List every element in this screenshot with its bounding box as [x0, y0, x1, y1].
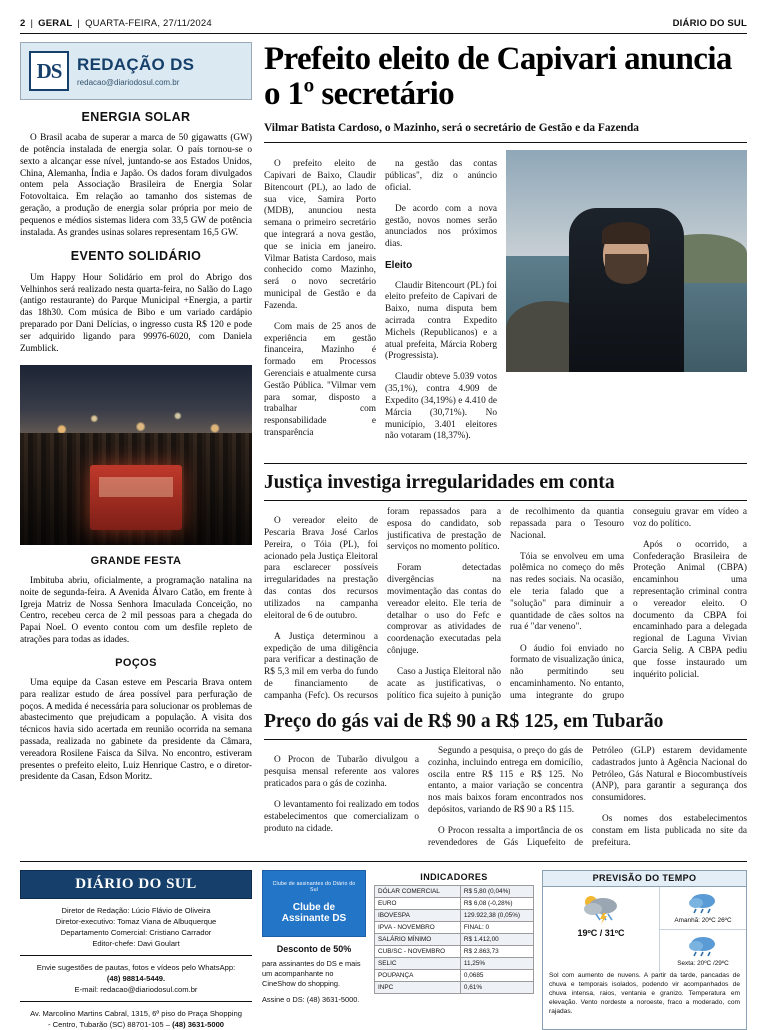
- lead-col-1: [264, 150, 376, 453]
- weather-today: [543, 887, 660, 972]
- address-line-2-text: - Centro, Tubarão (SC) 88701-105 –: [47, 1020, 170, 1030]
- ind-val-1: R$ 6,08 (-0,28%): [460, 898, 533, 910]
- club-description: [262, 943, 366, 1005]
- grande-festa-title: GRANDE FESTA: [90, 554, 182, 567]
- ind-key-1: EURO: [375, 898, 461, 910]
- justica-p6: O áudio foi enviado no formato de visualização única, não permitindo seu encaminhamento. No entanto, uma integrante do grupo conseguiu gravar em vídeo a voz do político.: [510, 507, 747, 701]
- justica-headline: Justiça investiga irregularidades em conta: [264, 472, 747, 501]
- ind-key-0: DÓLAR COMERCIAL: [375, 886, 461, 898]
- club-card[interactable]: [262, 870, 366, 936]
- grande-festa-text: Imbituba abriu, oficialmente, a programação natalina na noite de segunda-feira. A Avenida Álvaro Catão, em frente à Igreja Matriz de Nossa Senhora Imaculada Conceição, no Centro, recebeu cerca de 2 mil pessoas para a chegada do Papai Noel. O evento contou com um desfile repleto de atrações para todas as idades.: [20, 575, 252, 645]
- indicadores-title: INDICADORES: [420, 872, 488, 883]
- weather-friday-label: Sexta: 20ºC /29ºC: [677, 960, 729, 968]
- lead-col-2: [385, 150, 497, 453]
- indicadores-table: [374, 885, 534, 994]
- footer-divider-1: [20, 955, 252, 956]
- rain-icon: [687, 892, 719, 914]
- ind-val-4: R$ 1.412,00: [460, 934, 533, 946]
- ind-key-2: IBOVESPA: [375, 910, 461, 922]
- credit-line-1: Diretor-executivo: Tomaz Viana de Albuquerque: [55, 917, 217, 927]
- evento-solidario-text: Um Happy Hour Solidário em prol do Abrigo dos Velhinhos será realizado nesta quarta-feira, no Salão do Lago (antigo restaurante) do Parque Municipal +Energia, a partir das 18h30. Com música de Bibo e um variado cardápio preparado por Dani Delícias, o ingresso custa R$ 120 e pode ser adquirido ligando para 99976-6020, com Daniela Zumblick.: [20, 272, 252, 354]
- footer-address: [20, 1008, 252, 1030]
- ind-key-5: CUB/SC - NOVEMBRO: [375, 946, 461, 958]
- redacao-title: REDAÇÃO DS: [77, 55, 195, 74]
- address-phone[interactable]: (48) 3631-5000: [172, 1020, 225, 1030]
- ind-val-3: FINAL: 0: [460, 922, 533, 934]
- credit-line-0: Diretor de Redação: Lúcio Flávio de Oliveira: [61, 906, 211, 916]
- ind-val-7: 0,0685: [460, 970, 533, 982]
- ind-val-5: R$ 2.863,73: [460, 946, 533, 958]
- photo-person: [569, 208, 685, 372]
- page-footer: [20, 861, 747, 1030]
- whatsapp-number[interactable]: (48) 98814-5449.: [106, 974, 166, 984]
- paper-title: DIÁRIO DO SUL: [672, 18, 747, 29]
- weather-row: [543, 887, 746, 972]
- gas-p2: O levantamento foi realizado em todos estabelecimentos que comercializam o produto na cidade.: [264, 799, 419, 834]
- energia-solar-title: ENERGIA SOLAR: [81, 110, 191, 124]
- pocos-title: POÇOS: [115, 656, 157, 669]
- ind-val-2: 129.922,38 (0,05%): [460, 910, 533, 922]
- redacao-email[interactable]: redacao@diariodosul.com.br: [77, 78, 180, 87]
- masthead-divider: |: [30, 18, 34, 29]
- pocos-text: Uma equipe da Casan esteve em Pescaria Brava ontem para realizar estudo de área possível para perfuração de poços. A medida é necessária para solucionar os problemas de abastecimento que prejudicam a população. A visita dos técnicos havia sido acertada em reunião ocorrida na semana passada, realizada no gabinete da presidente da Câmara, vereadora Rosilene Faisca da Silva. No encontro, estiveram presentes o prefeito eleito, Luiz Henrique Castro, e o diretor-presidente da Casan, Edson Moritz.: [20, 678, 252, 783]
- weather-forecast: [660, 887, 746, 972]
- address-line-1: Av. Marcolino Martins Cabral, 1315, 6º piso do Praça Shopping: [30, 1009, 242, 1019]
- table-row: [375, 922, 534, 934]
- footer-credits: [20, 905, 252, 949]
- footer-whatsapp: [20, 962, 252, 995]
- left-column: [20, 42, 252, 851]
- gas-p5: Os nomes dos estabelecimentos constam em lista publicada no site da prefeitura.: [592, 814, 747, 848]
- table-row: [375, 982, 534, 994]
- lead-col2-p4: Claudir obteve 5.039 votos (35,1%), contra 4.909 de Expedito (34,19%) e 4.410 de Márcia (30,71%). No município, 3.401 eleitores não votaram (18,37%).: [385, 372, 497, 442]
- section-name: GERAL: [38, 18, 73, 29]
- ind-val-6: 11,25%: [460, 958, 533, 970]
- lead-col2-p3: Claudir Bitencourt (PL) foi eleito prefeito de Capivari de Baixo, numa disputa bem acirrada contra Expedito Michels (Republicanos) e a atual prefeita, Márcia Roberg (Progressista).: [385, 280, 497, 362]
- lead-headline: Prefeito eleito de Capivari anuncia o 1º secretário: [264, 41, 732, 113]
- credit-line-2: Departamento Comercial: Cristiano Carrador: [60, 928, 212, 938]
- page-masthead: [20, 18, 747, 34]
- masthead-divider-2: |: [77, 18, 81, 29]
- club-box: [262, 870, 366, 1030]
- lead-kicker-eleito: Eleito: [385, 260, 413, 272]
- ds-logo-icon: DS: [29, 51, 69, 91]
- justica-p2: A Justiça determinou a expedição de uma diligência para verificar a destinação de R$ 5,3 mil em verba do fundo de financiamento de campanha (Fefc). Os recursos foram repassados para a esposa do candidato, sob justificativa de prestação de serviços no momento político.: [264, 507, 501, 701]
- energia-solar-text: O Brasil acaba de superar a marca de 50 gigawatts (GW) de potência instalada de energia solar. O país tornou-se o sexto a alcançar esse nível, juntando-se aos Estados Unidos, China, Alemanha, Índia e Japão. Os dados foram divulgados ontem pela Associação Brasileira de Energia Solar Fotovoltaica. Em relação ao tamanho dos sistemas de geração, a produção de energia solar própria por meio de pequenos e médios sistemas lidera com 33,5 GW de potência instalada. As grandes usinas solares representam 16,5 GW.: [20, 133, 252, 238]
- photo-person-hair: [602, 222, 650, 244]
- section-rule-1: [264, 463, 747, 464]
- evento-solidario-title: EVENTO SOLIDÁRIO: [70, 249, 202, 264]
- right-column: [264, 42, 747, 851]
- gas-body: [264, 746, 747, 851]
- justica-p7: Após o ocorrido, a Confederação Brasileira de Proteção Animal (CBPA) encaminhou uma representação criminal contra o vereador eleito. O documento da CBPA foi encaminhado para a delegada regional de Laguna Vivian Garcia Selig. A CBPA pediu que fosse instaurado um inquérito policial.: [633, 539, 747, 680]
- footer-email[interactable]: E-mail: redacao@diariodosul.com.br: [74, 985, 198, 995]
- ind-val-8: 0,61%: [460, 982, 533, 994]
- club-footer[interactable]: Assine o DS: (48) 3631-5000.: [262, 994, 360, 1004]
- footer-expediente: [20, 870, 252, 1030]
- weather-box: [542, 870, 747, 1030]
- weather-friday: [660, 929, 746, 972]
- justica-body: [264, 507, 747, 703]
- justica-p3: Foram detectadas divergências na movimentação das contas do vereador eleito. Ele teria de detalhar o uso do Fefc e comprovar as atividades de coordenação executadas pela cônjuge.: [387, 563, 501, 657]
- credit-line-3: Editor-chefe: Davi Goulart: [92, 939, 180, 949]
- weather-tomorrow: [660, 887, 746, 929]
- table-row: [375, 958, 534, 970]
- gas-p3: Segundo a pesquisa, o preço do gás de cozinha, incluindo entrega em domicílio, oscila entre R$ 115 e R$ 125. No entanto, a maior variação se concentra nos mais baixos foram encontrados nos depósitos, variando de R$ 90 a R$ 115.: [428, 745, 583, 815]
- weather-today-temp: 19ºC / 31ºC: [577, 928, 625, 939]
- page-body: [20, 42, 747, 851]
- crowd-photo: [20, 365, 252, 545]
- mayor-photo: [506, 150, 747, 372]
- justica-p4: Caso a Justiça Eleitoral não acate as justificativas, o político fica sujeito à punição de recolhimento da quantia repassada para o Tesouro Nacional.: [387, 507, 624, 701]
- ind-val-0: R$ 5,80 (0,04%): [460, 886, 533, 898]
- ind-key-4: SALÁRIO MÍNIMO: [375, 934, 461, 946]
- lead-col2-p1: na gestão das contas públicas", diz o anúncio oficial.: [385, 159, 497, 193]
- justica-p1: O vereador eleito de Pescaria Brava José Carlos Pereira, o Tóia (PL), foi acionado pela Justiça Eleitoral para esclarecer possíveis irregularidades na prestação das contas dos recursos utilizados na campanha eleitoral de 6 de outubro.: [264, 516, 378, 621]
- gas-p1: O Procon de Tubarão divulgou a pesquisa mensal referente aos valores praticados para o gás de cozinha.: [264, 755, 419, 789]
- lead-col1-p1: O prefeito eleito de Capivari de Baixo, Claudir Bitencourt (PL), ao lado de sua vice, Samira Porto (MDB), anunciou nesta semana o primeiro secretário que integrará a nova gestão, que se inicia em janeiro. Vilmar Batista Cardoso, mais conhecido como Mazinho, será o novo secretário municipal de Gestão e da Fazenda.: [264, 159, 376, 311]
- lead-subhead: Vilmar Batista Cardoso, o Mazinho, será o secretário de Gestão e da Fazenda: [264, 121, 747, 143]
- whatsapp-prompt: Envie sugestões de pautas, fotos e vídeos pelo WhatsApp:: [36, 963, 236, 973]
- address-line-2: [20, 1019, 252, 1030]
- issue-date: QUARTA-FEIRA, 27/11/2024: [85, 18, 212, 29]
- storm-sun-icon: [578, 892, 624, 926]
- club-card-top: Clube de assinantes do Diário do Sul: [272, 881, 356, 894]
- table-row: [375, 970, 534, 982]
- weather-tomorrow-label: Amanhã: 20ºC 26ºC: [674, 917, 732, 925]
- table-row: [375, 910, 534, 922]
- lead-grid: [264, 150, 747, 453]
- footer-divider-2: [20, 1001, 252, 1002]
- table-row: [375, 886, 534, 898]
- ind-key-6: SELIC: [375, 958, 461, 970]
- table-row: [375, 946, 534, 958]
- gas-p4: O Procon ressalta a importância de os revendedores de Gás Liquefeito de Petróleo (GLP) estarem devidamente cadastrados junto à Agência Nacional do Petróleo, Gás Natural e Biocombustíveis (ANP), para garantir a segurança dos consumidores.: [428, 745, 747, 848]
- footer-boxes: [262, 870, 747, 1030]
- justica-p5: Tóia se envolveu em uma polêmica no começo do mês nas redes sociais. Na ocasião, ele teria falado que a "solução" para diminuir a quantidade de cães soltos na rua é "dar veneno".: [510, 551, 624, 633]
- redacao-box: [20, 42, 252, 100]
- ind-key-3: IPVA - NOVEMBRO: [375, 922, 461, 934]
- lead-col2-p2: De acordo com a nova gestão, novos nomes serão anunciados nos próximos dias.: [385, 203, 497, 250]
- ind-key-8: INPC: [375, 982, 461, 994]
- lead-col1-p2: Com mais de 25 anos de experiência em gestão financeira, Mazinho é formado em Processos Gerenciais e atualmente cursa Gestão Pública. "Vilmar vem para somar, disposto a trabalhar com responsabilidade e transparência: [264, 321, 376, 438]
- indicadores-box: [374, 870, 534, 1030]
- page-number: 2: [20, 18, 26, 29]
- club-card-title: Clube de Assinante DS: [281, 901, 347, 924]
- table-row: [375, 934, 534, 946]
- gas-headline: Preço do gás vai de R$ 90 a R$ 125, em Tubarão: [264, 711, 747, 740]
- photo-person-beard: [605, 254, 647, 284]
- photo-truck: [90, 465, 183, 530]
- table-row: [375, 898, 534, 910]
- footer-brand: DIÁRIO DO SUL: [20, 870, 252, 899]
- rain-icon: [687, 935, 719, 957]
- club-headline: Desconto de 50%: [276, 943, 352, 954]
- weather-title: PREVISÃO DO TEMPO: [543, 871, 746, 887]
- weather-description: Sol com aumento de nuvens. A partir da tarde, pancadas de chuva e temporais isolados, podendo vir acompanhados de chuva intensa, raios, ventania e granizo. Temperatura em elevação. Vento nordeste a noroeste, fraco a moderado, com rajadas.: [549, 972, 740, 1015]
- ind-key-7: POUPANÇA: [375, 970, 461, 982]
- club-text: para assinantes do DS e mais um acompanhante no CineShow do shopping.: [262, 958, 361, 988]
